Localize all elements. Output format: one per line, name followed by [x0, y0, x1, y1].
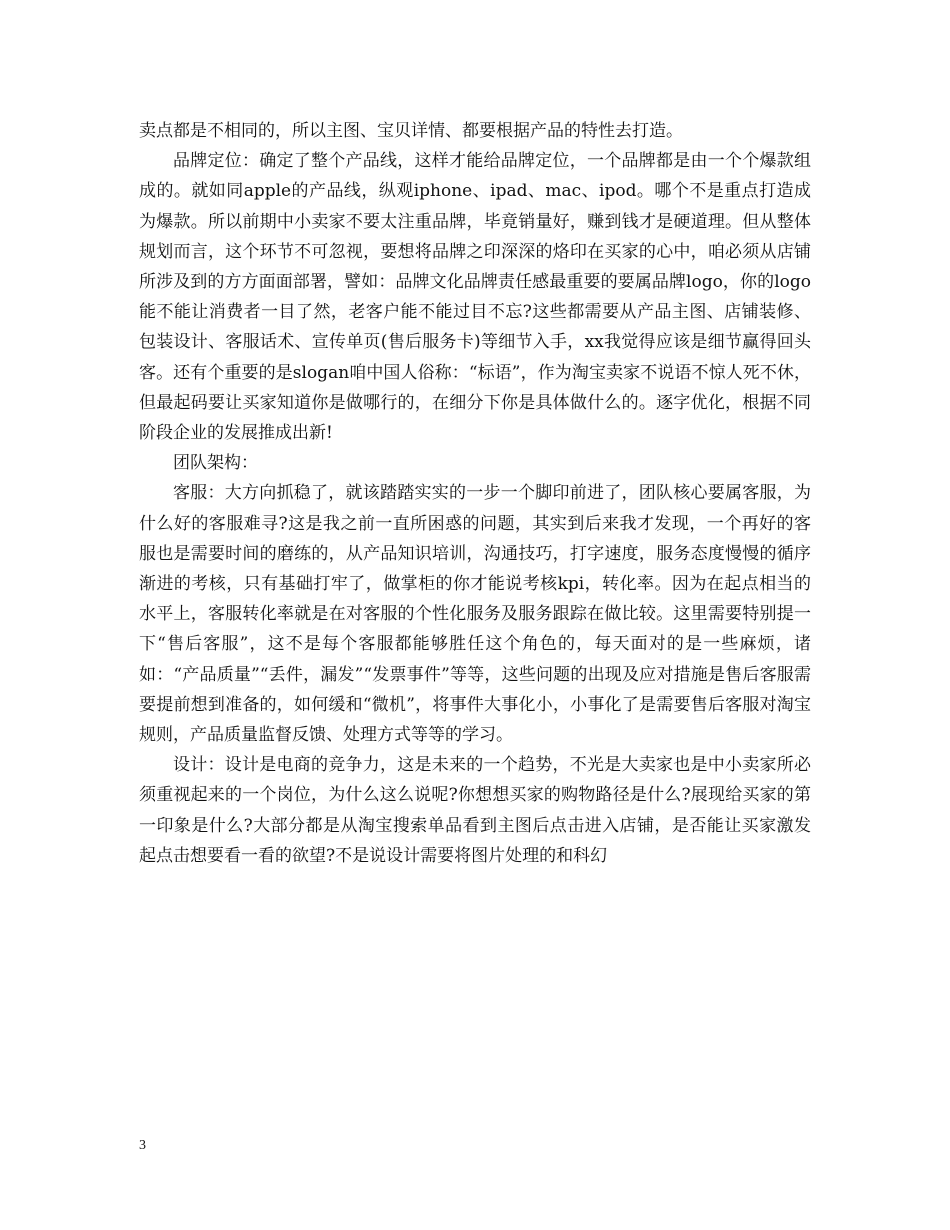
- page-number: 3: [139, 1138, 146, 1153]
- paragraph-brand-positioning: 品牌定位：确定了整个产品线，这样才能给品牌定位，一个品牌都是由一个个爆款组成的。就如同apple的产品线，纵观iphone、ipad、mac、ipod。哪个不是重点打造成为爆款。所以前期中小卖家不要太注重品牌，毕竟销量好，赚到钱才是硬道理。但从整体规划而言，这个环节不可忽视，要想将品牌之印深深的烙印在买家的心中，咱必须从店铺所涉及到的方方面面部署，譬如：品牌文化品牌责任感最重要的要属品牌logo，你的logo能不能让消费者一目了然，老客户能不能过目不忘?这些都需要从产品主图、店铺装修、包装设计、客服话术、宣传单页(售后服务卡)等细节入手，xx我觉得应该是细节赢得回头客。还有个重要的是slogan咱中国人俗称：“标语”，作为淘宝卖家不说语不惊人死不休，但最起码要让买家知道你是做哪行的，在细分下你是具体做什么的。逐字优化，根据不同阶段企业的发展推成出新!: [139, 151, 811, 444]
- paragraph-selling-points: 卖点都是不相同的，所以主图、宝贝详情、都要根据产品的特性去打造。: [139, 121, 683, 141]
- paragraph-team-structure-heading: 团队架构：: [173, 453, 258, 474]
- paragraph-customer-service: 客服：大方向抓稳了，就该踏踏实实的一步一个脚印前进了，团队核心要属客服，为什么好的客服难寻?这是我之前一直所困惑的问题，其实到后来我才发现，一个再好的客服也是需要时间的磨练的，从产品知识培训，沟通技巧，打字速度，服务态度慢慢的循序渐进的考核，只有基础打牢了，做掌柜的你才能说考核kpi，转化率。因为在起点相当的水平上，客服转化率就是在对客服的个性化服务及服务跟踪在做比较。这里需要特别提一下“售后客服”，这不是每个客服都能够胜任这个角色的，每天面对的是一些麻烦，诸如：“产品质量”“丢件，漏发”“发票事件”等等，这些问题的出现及应对措施是售后客服需要提前想到准备的，如何缓和“微机”，将事件大事化小，小事化了是需要售后客服对淘宝规则，产品质量监督反馈、处理方式等等的学习。: [139, 483, 811, 746]
- document-body: [139, 116, 811, 871]
- paragraph-design: 设计：设计是电商的竞争力，这是未来的一个趋势，不光是大卖家也是中小卖家所必须重视起来的一个岗位，为什么这么说呢?你想想买家的购物路径是什么?展现给买家的第一印象是什么?大部分都是从淘宝搜索单品看到主图后点击进入店铺，是否能让买家激发起点击想要看一看的欲望?不是说设计需要将图片处理的和科幻: [139, 755, 811, 866]
